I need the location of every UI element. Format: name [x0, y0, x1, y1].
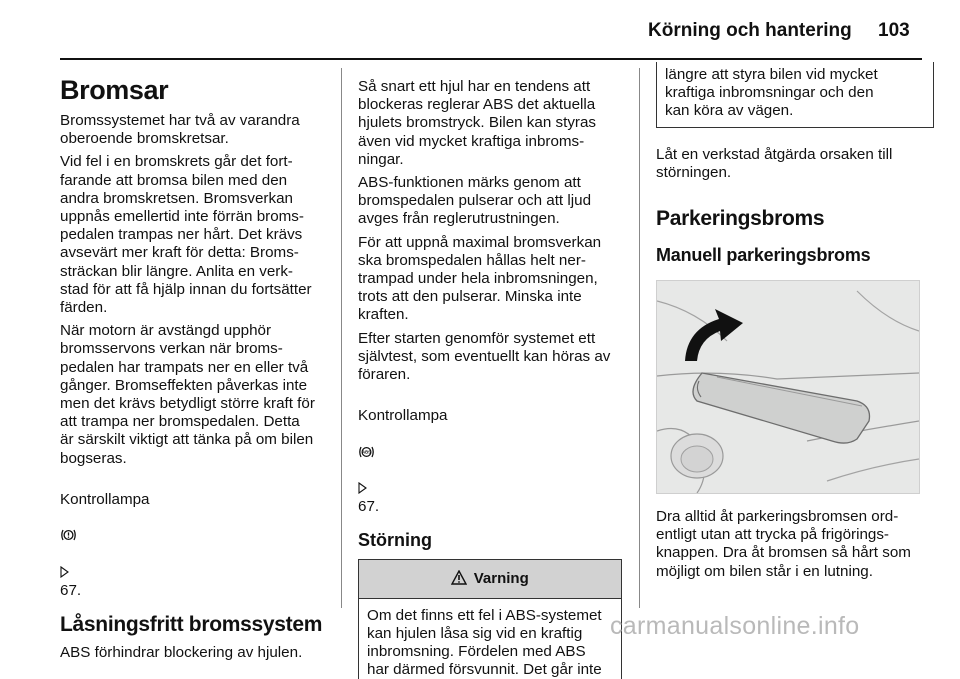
section-heading-abs: Låsningsfritt bromssystem — [60, 613, 323, 637]
column-2 — [358, 78, 630, 679]
section-heading-parkeringsbroms: Parkeringsbroms — [656, 207, 825, 231]
paragraph: Så snart ett hjul har en tendens att blockeras reglerar ABS det aktuella hjulets bromstryck. Bilen kan styras även vid mycket kraftiga inbroms- ningar. — [358, 78, 597, 168]
paragraph: Låt en verkstad åtgärda orsaken till störningen. — [656, 145, 893, 181]
page-reference-arrow-icon — [358, 462, 367, 498]
paragraph: För att uppnå maximal bromsverkan ska bromspedalen hållas helt ner- trampad under hela inbromsningen, trots att den pulserar. Minska inte kraften. — [358, 233, 602, 324]
column-3 — [656, 66, 926, 586]
paragraph: Efter starten genomför systemet ett självtest, som eventuellt kan höras av föraren. — [358, 329, 611, 384]
page-number: 103 — [878, 20, 910, 41]
control-lamp-label: Kontrollampa — [358, 407, 448, 425]
warning-text: Om det finns ett fel i ABS-systemet kan hjulen låsa sig vid en kraftig inbromsning. Fördelen med ABS har därmed försvunnit. Det går inte — [367, 606, 602, 679]
control-lamp-reference — [60, 473, 330, 600]
warning-title: Varning — [473, 569, 529, 587]
column-1 — [60, 74, 330, 667]
control-lamp-label: Kontrollampa — [60, 491, 150, 509]
watermark: carmanualsonline.info — [610, 612, 860, 640]
running-header: Körning och hantering — [648, 20, 852, 41]
column-divider-2 — [639, 68, 640, 608]
control-lamp-reference — [358, 389, 630, 516]
paragraph: ABS-funktionen märks genom att bromspedalen pulserar och att ljud avges från reglerutrustningen. — [358, 174, 592, 228]
section-heading-bromsar: Bromsar — [60, 75, 169, 105]
paragraph: När motorn är avstängd upphör bromsservons verkan när broms- pedalen har trampats ner en eller två gånger. Bromseffekten påverkas inte men det krävs betydligt större kraft för att trampa ner bromspedalen. Detta är särskilt viktigt att tänka på om bilen bogseras. — [60, 322, 315, 467]
paragraph: Vid fel i en bromskrets går det fort- farande att bromsa bilen med den andra bromskretsen. Bromsverkan uppnås emellertid inte förrän broms- pedalen trampas ner hårt. Det krävs avsevärt mer kraft för detta: Broms- sträckan blir längre. Anlita en verk- stad för att få hjälp innan du fortsätter färden. — [60, 153, 312, 317]
column-divider-1 — [341, 68, 342, 608]
page-reference-arrow-icon — [60, 546, 69, 582]
warning-triangle-icon — [451, 570, 471, 587]
warning-header — [359, 560, 621, 599]
brake-warning-lamp-icon — [60, 509, 77, 545]
warning-box — [358, 559, 622, 679]
subheading-manuell-parkeringsbroms: Manuell parkeringsbroms — [656, 245, 871, 266]
warning-box-continued: längre att styra bilen vid mycket kraftiga inbromsningar och den kan köra av vägen. — [656, 62, 934, 128]
abs-warning-lamp-icon — [358, 426, 375, 462]
paragraph: Dra alltid åt parkeringsbromsen ord- entligt utan att trycka på frigörings- knappen. Dra åt bromsen så hårt som möjligt om bilen står i en lutning. — [656, 508, 911, 580]
section-heading-storning: Störning — [358, 529, 432, 550]
header-rule — [60, 58, 922, 60]
parking-brake-illustration — [656, 280, 920, 494]
paragraph: ABS förhindrar blockering av hjulen. — [60, 644, 303, 662]
page-reference: 67. — [358, 498, 380, 516]
page-reference: 67. — [60, 582, 82, 600]
paragraph: Bromssystemet har två av varandra oberoende bromskretsar. — [60, 112, 300, 148]
svg-text:ABS: ABS — [362, 449, 371, 455]
